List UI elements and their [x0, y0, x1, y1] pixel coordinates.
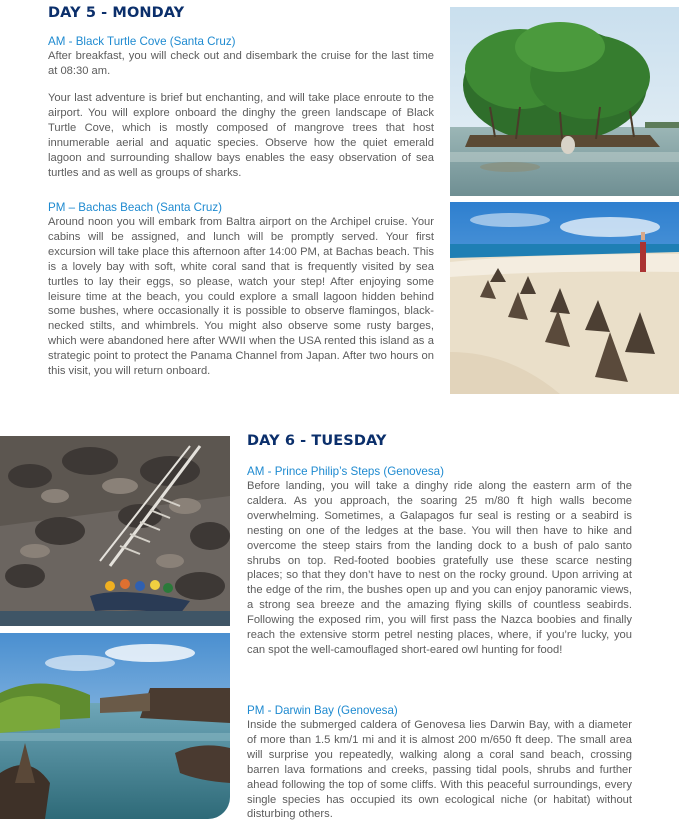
- day5-pm-heading: PM – Bachas Beach (Santa Cruz): [48, 201, 222, 214]
- day6-pm-paragraph: Inside the submerged caldera of Genovesa lies Darwin Bay, with a diameter of more than 1.5 km/1 mi and it is almost 200 m/650 ft deep. The small area will surprise you repeatedly, walking along a coral sand beach, crossing barren lava formations and creeks, passing tidal pools, shrubs and further ahead following the top of some cliffs. With this peaceful surroundings, every single species has occupied its own ecological niche (or habitat) without disturbing others.: [247, 719, 632, 821]
- day5-am-heading: AM - Black Turtle Cove (Santa Cruz): [48, 35, 236, 48]
- day6-pm-heading: PM - Darwin Bay (Genovesa): [247, 704, 398, 717]
- darwin-bay-photo: [0, 633, 230, 819]
- bachas-beach-photo: [450, 202, 679, 394]
- day5-title: DAY 5 - MONDAY: [48, 5, 185, 21]
- black-turtle-cove-photo: [450, 7, 679, 196]
- day6-title: DAY 6 - TUESDAY: [247, 433, 387, 449]
- day6-am-heading: AM - Prince Philip’s Steps (Genovesa): [247, 465, 444, 478]
- day6-am-paragraph: Before landing, you will take a dinghy ride along the eastern arm of the caldera. As you approach, the soaring 25 m/80 ft high walls become overwhelming. Sometimes, a Galapagos fur seal is resting or a seabird is nesting on one of the ledges at the base. You will then have to hike and overcome the steep stairs from the landing dock to a bush of palo santo shrubs on top. Red-footed boobies gratefully use these scarce nesting places; so that they don’t have to nest on the rocky ground. Upon arriving at the edge of the rim, the bushes open up and you can enjoy panoramic views, a strong sea breeze and the amazing flying skills of countless seabirds. Following the exposed rim, you will first pass the Nazca boobies and finally reach the extensive storm petrel nesting places, where, if you’re lucky, you can spot the well-camouflaged short-eared owl hunting for food!: [247, 480, 632, 656]
- day5-am-paragraph-1: After breakfast, you will check out and disembark the cruise for the last time at 08:30 am.: [48, 50, 434, 77]
- day5-am-paragraph-2: Your last adventure is brief but enchanting, and will take place enroute to the airport. You will explore onboard the dinghy the green landscape of Black Turtle Cove, which is mostly composed of mangrove trees that host innumerable aerial and aquatic species. Observe how the quiet emerald lagoon and surrounding shallow bays enables the easy observation of sea turtles and as well as groups of sharks.: [48, 92, 434, 179]
- day5-pm-paragraph: Around noon you will embark from Baltra airport on the Archipel cruise. Your cabins will be assigned, and lunch will be promptly served. Your first excursion will take place this afternoon after 14:00 PM, at Bachas beach. This is a lovely bay with soft, white coral sand that is frequently visited by sea turtles to lay their eggs, so please, watch your step! After enjoying some leisure time at the beach, you could explore a small lagoon hidden behind some bushes, where occasionally it is possible to observe flamingos, black-necked stilts, and whimbrels. You might also observe some rusty barges, which were abandoned here after WWII when the USA rented this island as a strategic point to protect the Panama Channel from Japan. After two hours on this visit, you will return onboard.: [48, 216, 434, 378]
- prince-philips-steps-photo: [0, 436, 230, 626]
